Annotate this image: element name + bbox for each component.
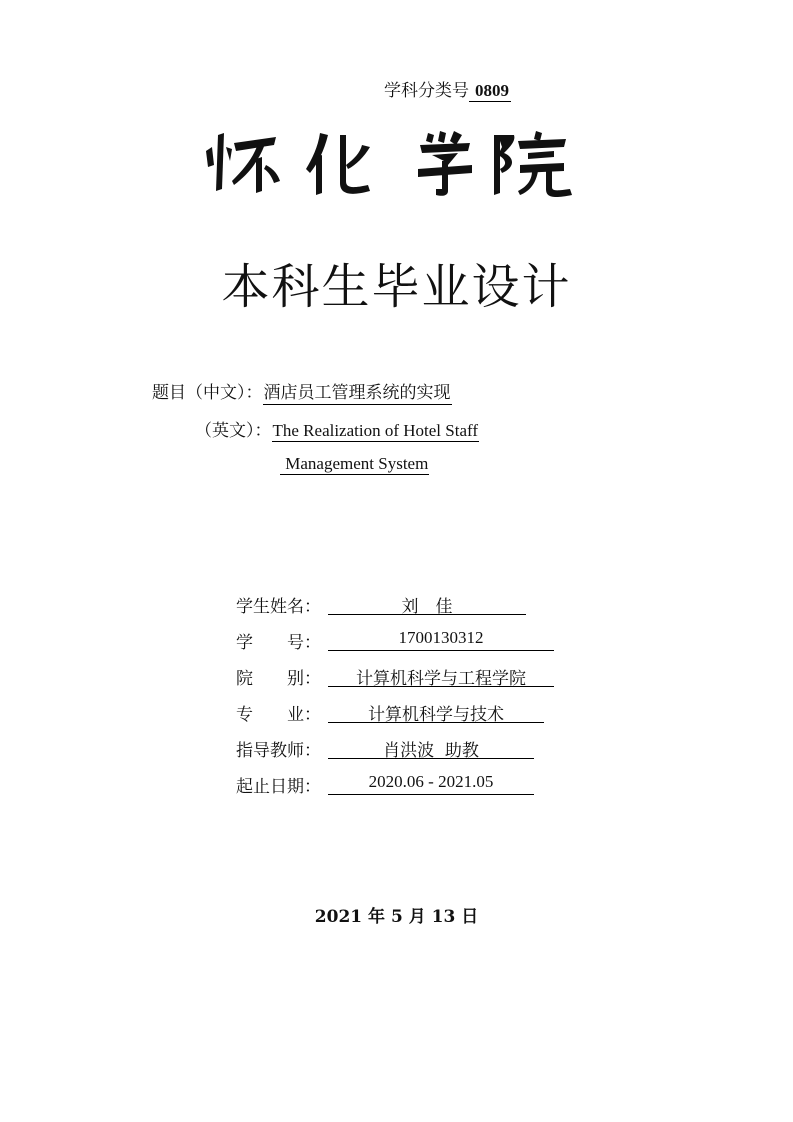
info-row-major — [236, 700, 504, 725]
info-value: 刘 佳 — [328, 592, 526, 615]
info-row-period — [236, 772, 494, 797]
info-row-student-id — [236, 628, 484, 653]
topic-cn-value: 酒店员工管理系统的实现 — [263, 383, 451, 403]
classification-value: 0809 — [469, 81, 511, 102]
topic-en-line2: Management System — [281, 454, 429, 473]
info-value: 1700130312 — [328, 628, 554, 651]
subject-classification — [384, 76, 511, 102]
info-label: 院 别： — [236, 669, 321, 689]
info-row-student-name — [236, 592, 453, 617]
university-calligraphy-logo — [200, 125, 580, 200]
info-label: 学 号： — [236, 633, 321, 653]
info-row-department — [236, 664, 526, 689]
submission-date: 2021 年 5 月 13 日 — [314, 907, 479, 927]
info-value: 计算机科学与工程学院 — [328, 664, 554, 687]
info-label: 学生姓名： — [236, 597, 321, 617]
document-title: 本科生毕业设计 — [221, 259, 572, 315]
info-label: 起止日期： — [236, 777, 321, 797]
topic-en-line1: The Realization of Hotel Staff — [272, 421, 479, 440]
info-label: 指导教师： — [236, 741, 321, 761]
info-label: 专 业： — [236, 705, 321, 725]
info-value: 肖洪波 助教 — [328, 736, 534, 759]
info-value: 计算机科学与技术 — [328, 700, 544, 723]
info-value: 2020.06 - 2021.05 — [328, 772, 534, 795]
classification-label: 学科分类号 — [384, 81, 469, 101]
topic-cn-label: 题目（中文）： — [152, 383, 263, 403]
topic-en-row-2 — [280, 454, 429, 474]
topic-cn-row — [152, 378, 452, 403]
topic-en-row — [195, 416, 479, 441]
info-row-advisor — [236, 736, 479, 761]
topic-en-label: （英文）： — [195, 421, 272, 441]
